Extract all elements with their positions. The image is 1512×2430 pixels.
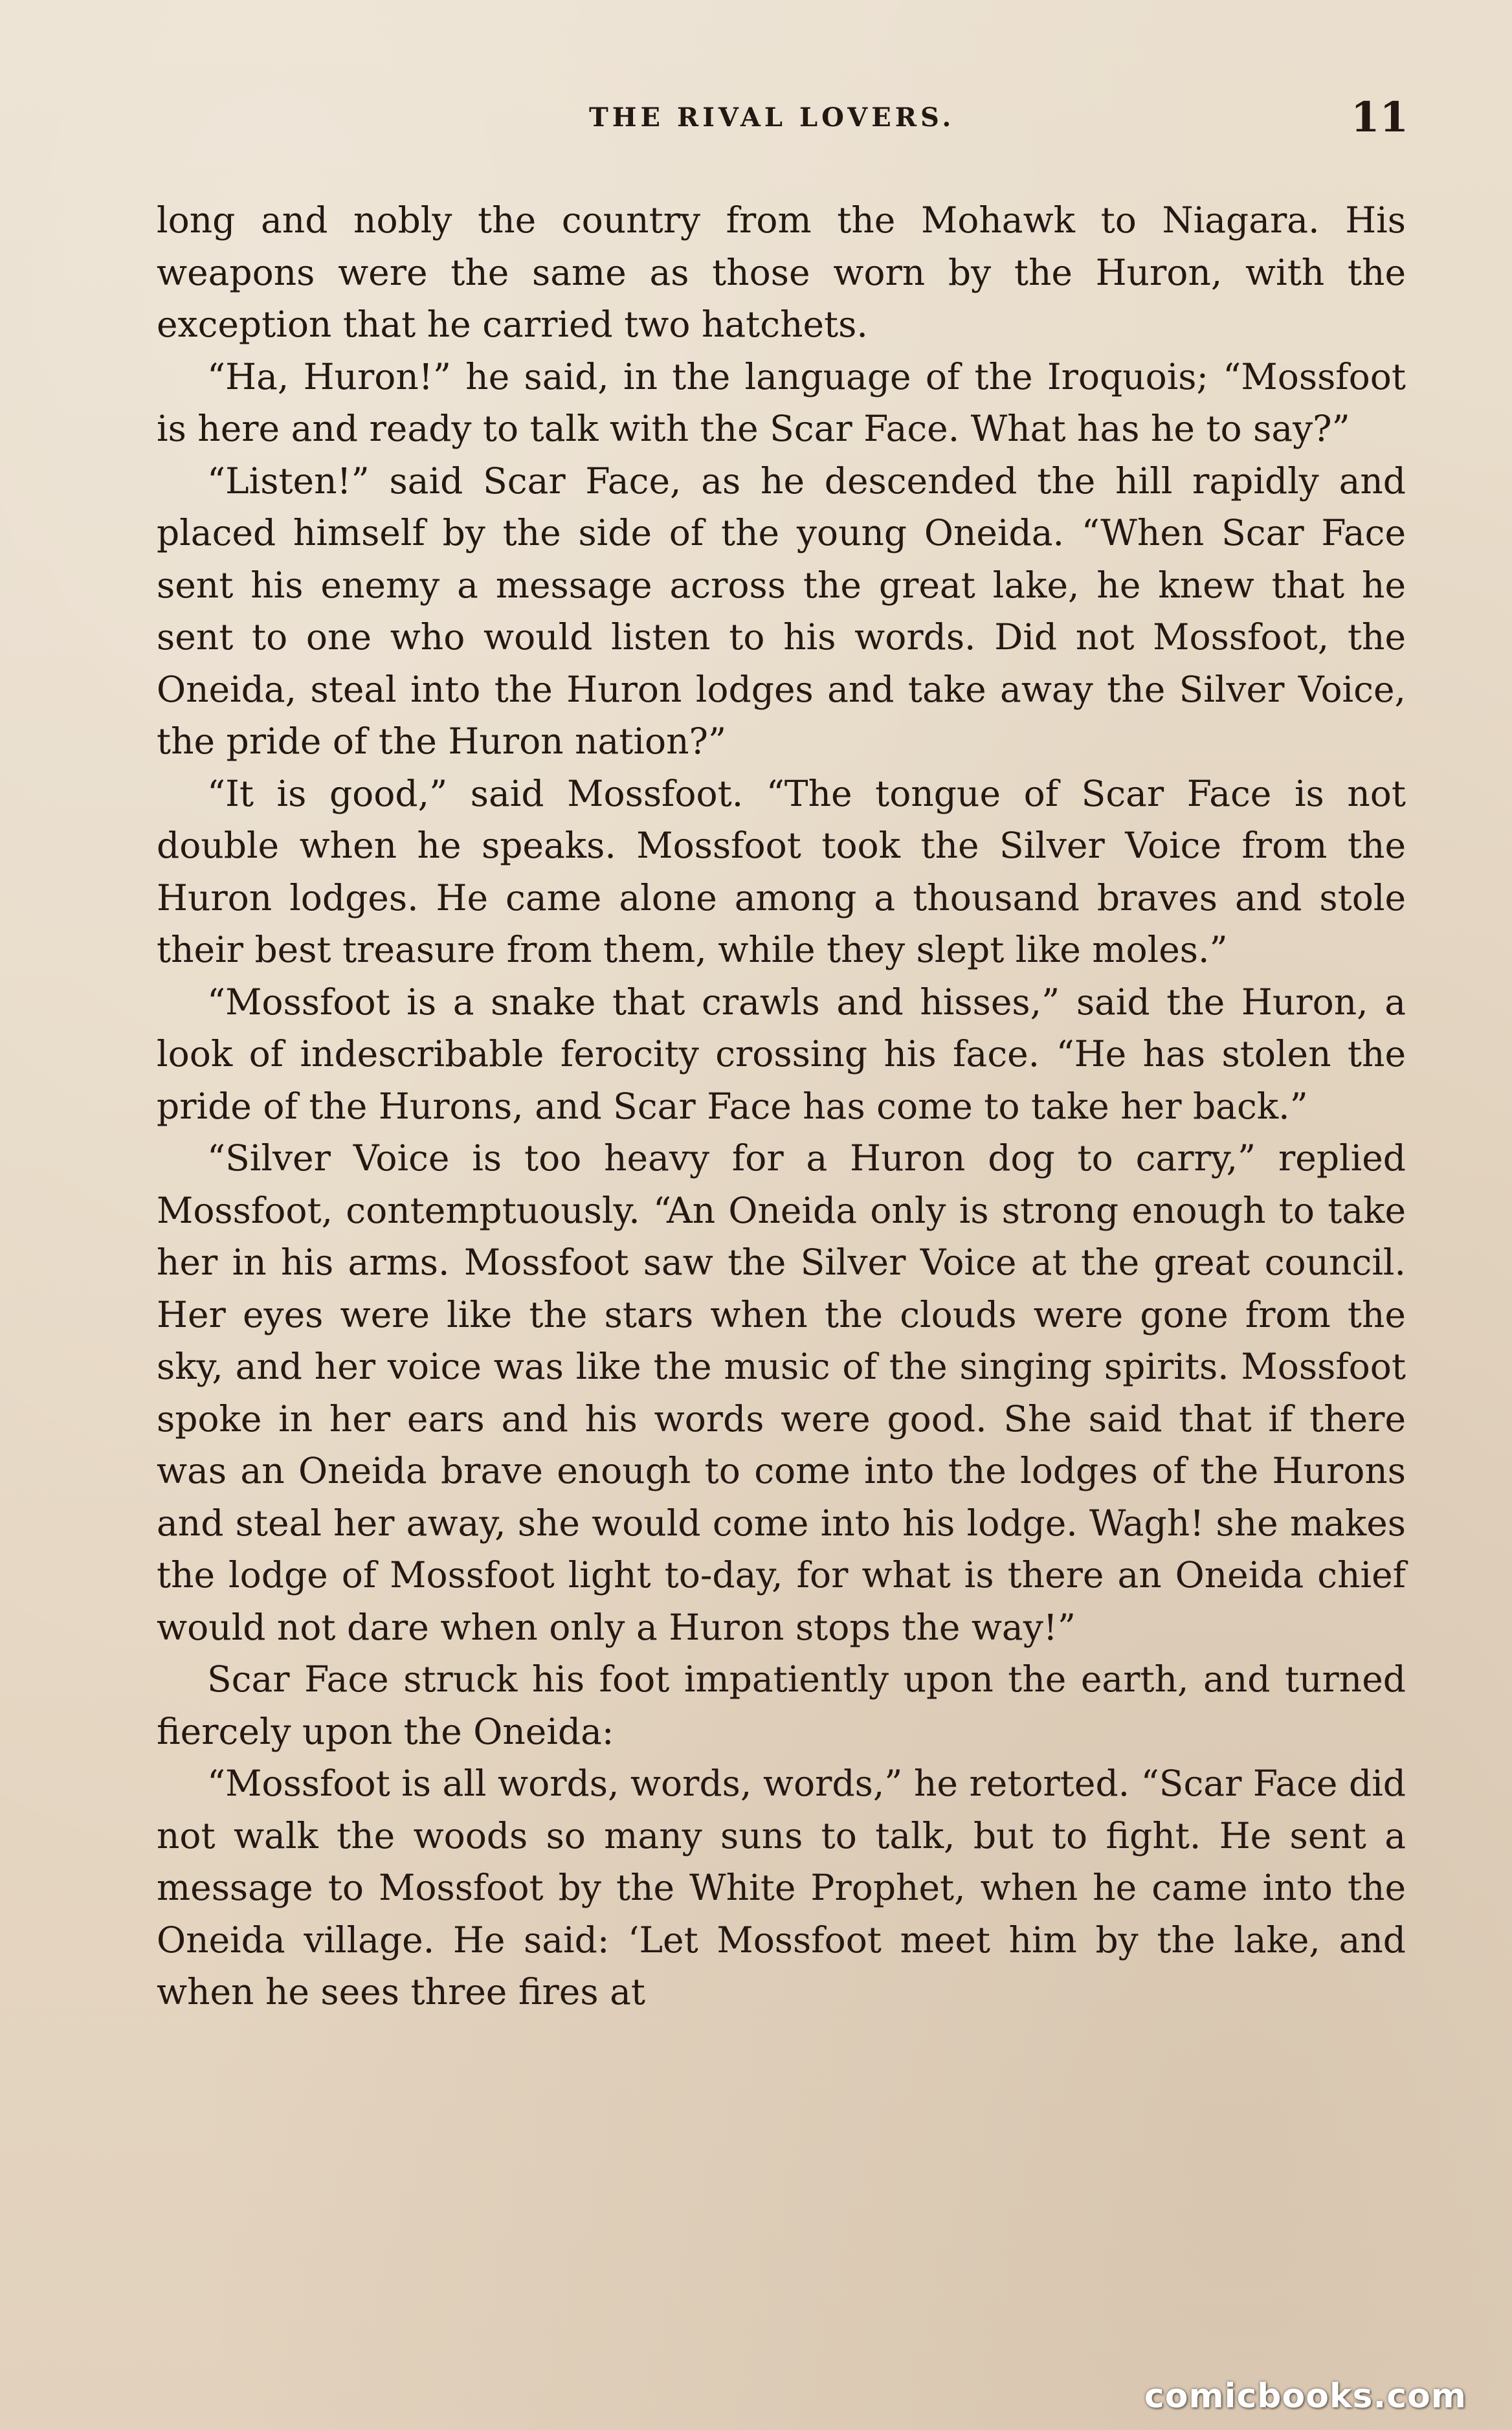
paragraph-5: “Mossfoot is a snake that crawls and hisses,” said the Huron, a look of indescribable ferocity crossing his face. “He has stolen the pride of the Hurons, and Scar Face has come to take her back.” xyxy=(157,981,1406,1127)
site-watermark: comicbooks.com xyxy=(1144,2377,1467,2416)
paragraph-8: “Mossfoot is all words, words, words,” he retorted. “Scar Face did not walk the woods so many suns to talk, but to fight. He sent a message to Mossfoot by the White Prophet, when he came into the Oneida village. He said: ‘Let Mossfoot meet him by the lake, and when he sees three fires at xyxy=(157,1763,1406,2012)
body-text xyxy=(157,194,1406,2018)
paragraph-7: Scar Face struck his foot impatiently upon the earth, and turned fiercely upon the Oneida: xyxy=(157,1658,1406,1752)
page-header xyxy=(0,93,1512,142)
paragraph-4: “It is good,” said Mossfoot. “The tongue of Scar Face is not double when he speaks. Mossfoot took the Silver Voice from the Huron lodges. He came alone among a thousand braves and stole their best treasure from them, while they slept like moles.” xyxy=(157,772,1406,970)
running-head: THE RIVAL LOVERS. xyxy=(589,102,955,133)
page-number: 11 xyxy=(1350,93,1408,142)
paragraph-2: “Ha, Huron!” he said, in the language of the Iroquois; “Mossfoot is here and ready to talk with the Scar Face. What has he to say?” xyxy=(157,355,1406,449)
paragraph-6: “Silver Voice is too heavy for a Huron dog to carry,” replied Mossfoot, contemptuously. “An Oneida only is strong enough to take her in his arms. Mossfoot saw the Silver Voice at the great council. Her eyes were like the stars when the clouds were gone from the sky, and her voice was like the music of the singing spirits. Mossfoot spoke in her ears and his words were good. She said that if there was an Oneida brave enough to come into the lodges of the Hurons and steal her away, she would come into his lodge. Wagh! she makes the lodge of Mossfoot light to-day, for what is there an Oneida chief would not dare when only a Huron stops the way!” xyxy=(157,1137,1406,1648)
paragraph-3: “Listen!” said Scar Face, as he descended the hill rapidly and placed himself by the side of the young Oneida. “When Scar Face sent his enemy a message across the great lake, he knew that he sent to one who would listen to his words. Did not Mossfoot, the Oneida, steal into the Huron lodges and take away the Silver Voice, the pride of the Huron nation?” xyxy=(157,460,1406,762)
paragraph-1: long and nobly the country from the Mohawk to Niagara. His weapons were the same as those worn by the Huron, with the exception that he carried two hatchets. xyxy=(157,199,1406,345)
